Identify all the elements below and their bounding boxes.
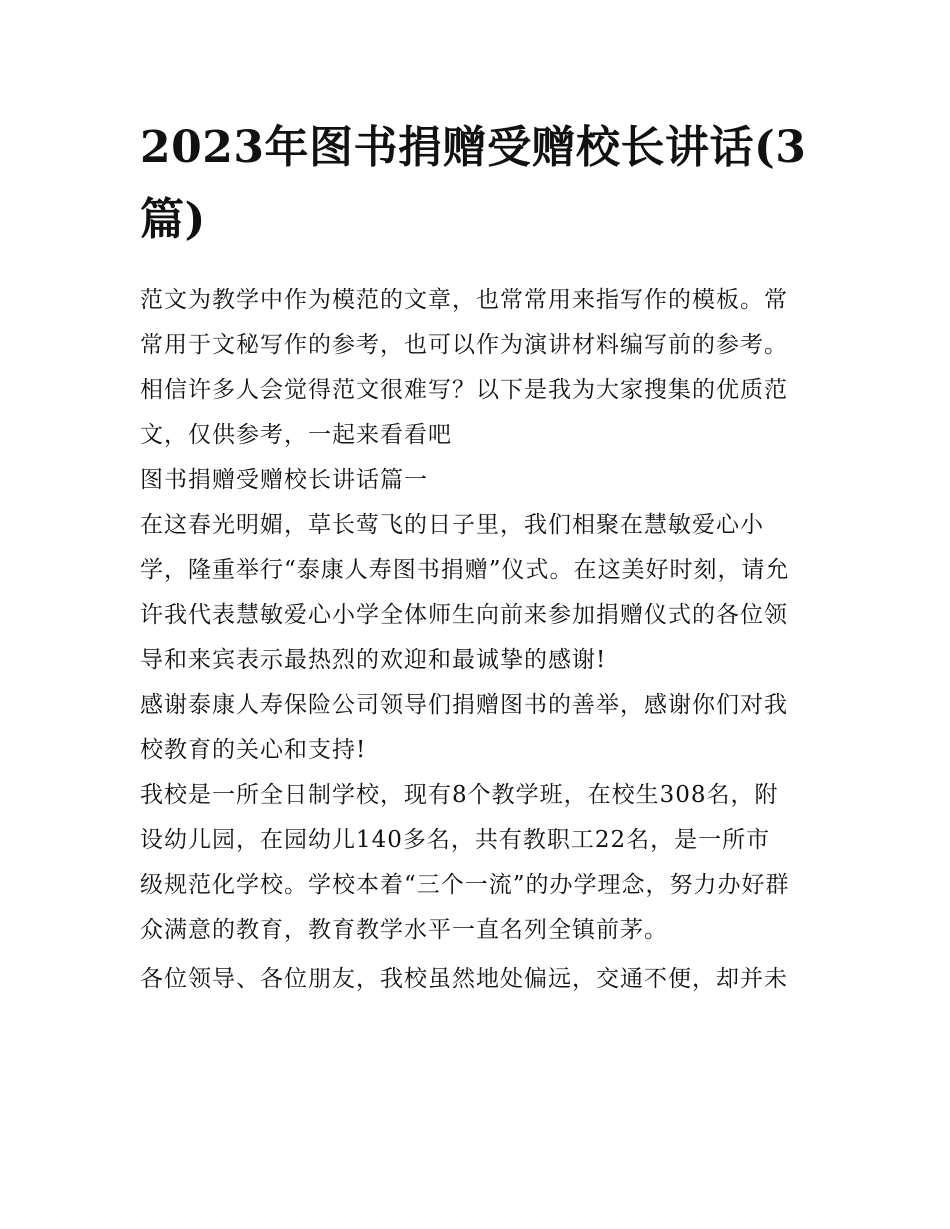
text-line: 在这春光明媚，草长莺飞的日子里，我们相聚在慧敏爱心小 <box>140 512 764 538</box>
text-line: 我校是一所全日制学校，现有8个教学班，在校生308名，附 <box>140 782 779 808</box>
document-title: 2023年图书捐赠受赠校长讲话(3篇) <box>140 122 807 245</box>
text-line: 感谢泰康人寿保险公司领导们捐赠图书的善举，感谢你们对我 <box>140 692 788 718</box>
intro-paragraph <box>140 278 820 458</box>
text-line: 设幼儿园，在园幼儿140多名，共有教职工22名，是一所市 <box>140 827 771 853</box>
text-line: 范文为教学中作为模范的文章，也常常用来指写作的模板。常 <box>140 287 788 313</box>
text-line: 众满意的教育，教育教学水平一直名列全镇前茅。 <box>140 917 668 943</box>
text-line: 导和来宾表示最热烈的欢迎和最诚挚的感谢! <box>140 647 607 673</box>
text-line: 图书捐赠受赠校长讲话篇一 <box>140 467 428 493</box>
text-line: 常用于文秘写作的参考，也可以作为演讲材料编写前的参考。 <box>140 332 788 358</box>
document-body <box>140 278 820 1002</box>
text-line: 文，仅供参考，一起来看看吧 <box>140 422 452 448</box>
section-heading <box>140 458 820 503</box>
text-line: 级规范化学校。学校本着“三个一流”的办学理念，努力办好群 <box>140 872 790 898</box>
speech-paragraph <box>140 773 820 953</box>
text-line: 相信许多人会觉得范文很难写？以下是我为大家搜集的优质范 <box>140 377 788 403</box>
text-line: 学，隆重举行“泰康人寿图书捐赠”仪式。在这美好时刻，请允 <box>140 557 790 583</box>
text-line: 校教育的关心和支持! <box>140 737 367 763</box>
speech-paragraph <box>140 957 820 1002</box>
speech-paragraph <box>140 503 820 683</box>
text-line: 许我代表慧敏爱心小学全体师生向前来参加捐赠仪式的各位领 <box>140 602 788 628</box>
text-line: 各位领导、各位朋友，我校虽然地处偏远，交通不便，却并未 <box>140 966 788 992</box>
speech-paragraph <box>140 683 820 773</box>
